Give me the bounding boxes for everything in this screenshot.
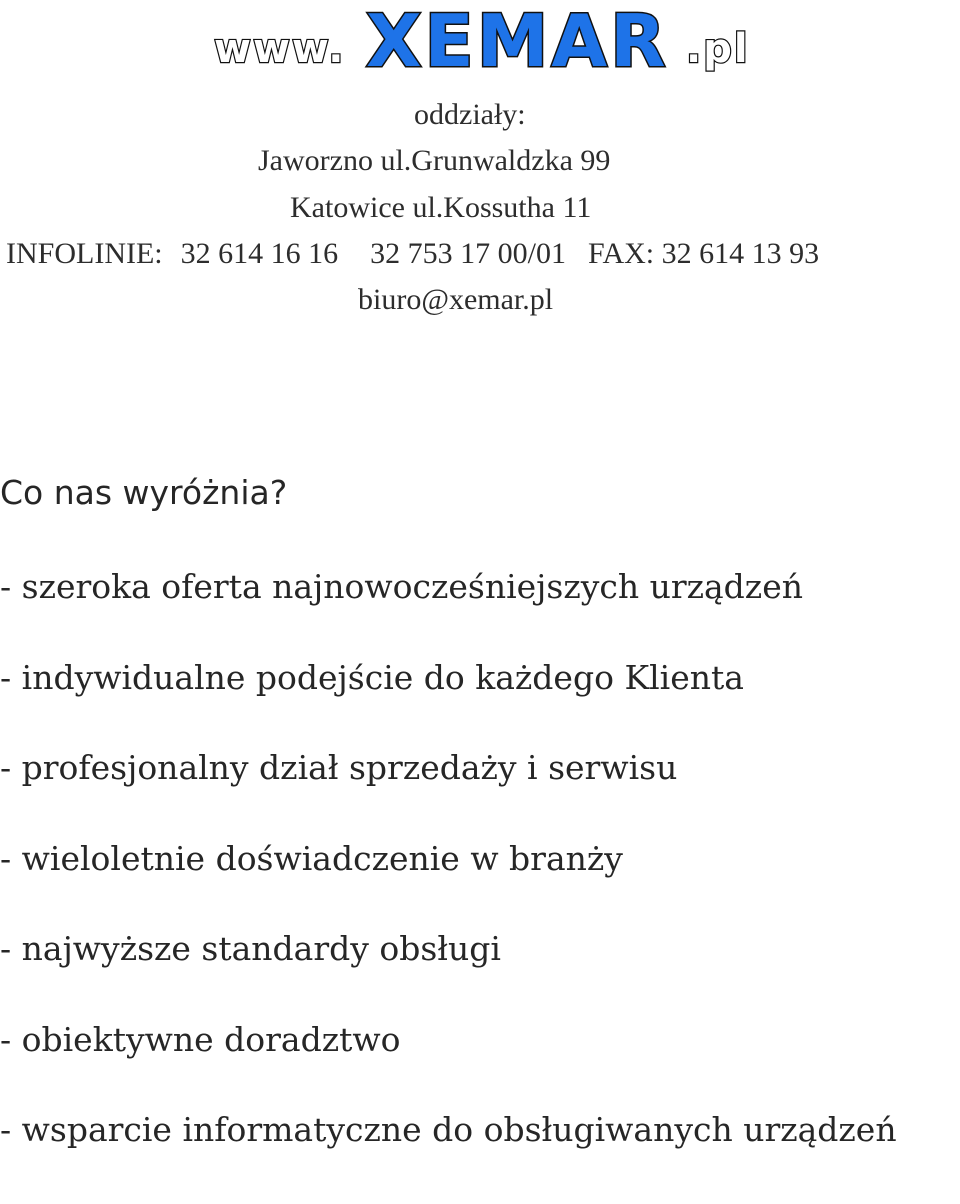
fax-number: FAX: 32 614 13 93 (587, 237, 820, 270)
list-item: - najwyższe standardy obsługi (0, 929, 501, 968)
list-item: - obiektywne doradztwo (0, 1019, 401, 1059)
list-item: - wsparcie informatyczne do obsługiwanych urządzeń (0, 1110, 897, 1149)
features-heading: Co nas wyróżnia? (0, 473, 288, 512)
list-item: - profesjonalny dział sprzedaży i serwisu (0, 748, 678, 787)
phone-line (6, 239, 958, 269)
phone-number-2[interactable]: 32 753 17 00/01 (370, 237, 566, 270)
email-link[interactable]: biuro@xemar.pl (358, 283, 554, 316)
logo-brand: XEMAR (366, 0, 669, 76)
phone-number-1[interactable]: 32 614 16 16 (180, 237, 339, 270)
list-item: - wieloletnie doświadczenie w branży (0, 838, 623, 878)
list-item: - indywidualne podejście do każdego Klienta (0, 657, 744, 697)
infolinie-label: INFOLINIE: (6, 237, 163, 270)
logo-suffix: .pl (686, 26, 750, 72)
xemar-logo[interactable] (210, 0, 770, 76)
branch-katowice: Katowice ul.Kossutha 11 (290, 191, 592, 224)
branches-label: oddziały: (414, 98, 526, 131)
list-item: - szeroka oferta najnowocześniejszych urządzeń (0, 567, 803, 606)
branch-jaworzno: Jaworzno ul.Grunwaldzka 99 (258, 144, 611, 177)
features-list (0, 567, 960, 1204)
logo-prefix: www. (214, 26, 346, 72)
